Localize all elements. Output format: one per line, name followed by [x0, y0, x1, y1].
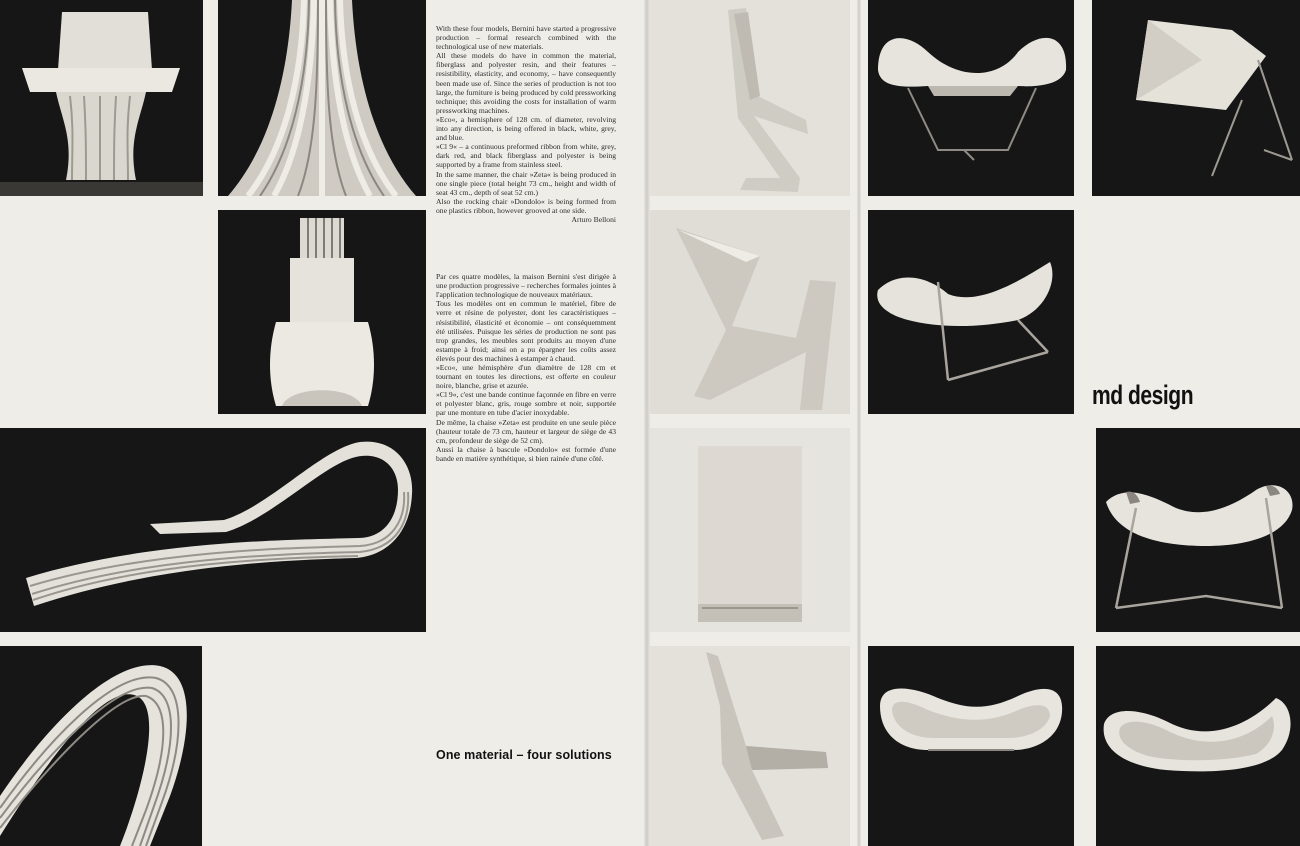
- photo-cl9-front: [868, 0, 1074, 196]
- french-paragraph: Tous les modèles ont en commun le matériel, fibre de verre et résine de polyester, dont les caractéristiques – résistibilité, élasticité et économie – ont conséquemment été utilisées. Puisque les séries de production ne sont pas trop grandes, les meubles sont produits au moyen d'une estampe à froid; ainsi on a pu épargner les coûts assez élevés pour des machines à estamper à chaud.: [436, 299, 616, 363]
- eco-chair-front-image: [0, 0, 203, 196]
- english-paragraph: »Eco«, a hemisphere of 128 cm. of diameter, revolving into any direction, is being offered in black, white, grey, and blue.: [436, 114, 616, 143]
- photo-zeta-side: [650, 0, 850, 196]
- dondolo-side-image: [0, 428, 426, 632]
- photo-cl9-front-low: [1096, 428, 1300, 632]
- article-headline: One material – four solutions: [436, 748, 612, 762]
- page-gutter: [857, 0, 861, 846]
- photo-zeta-three-quarter: [650, 646, 850, 846]
- author-signature: Arturo Belloni: [571, 214, 616, 224]
- article-text: [436, 24, 616, 463]
- photo-zeta-front-angle: [650, 210, 850, 414]
- french-paragraph: De même, la chaise »Zeta« est produite en une seule pièce (hauteur totale de 73 cm, hauteur et largeur de siège de 43 cm, profondeur de siège de 52 cm).: [436, 417, 616, 445]
- dondolo-detail-image: [0, 646, 202, 846]
- french-paragraph: »Cl 9«, c'est une bande continue façonnée en fibre en verre et polyester blanc, gris, rouge sombre et noir, supportée par une monture en tube d'acier inoxydable.: [436, 390, 616, 418]
- english-paragraph: »Cl 9« – a continuous preformed ribbon from white, grey, dark red, and black fiberglass and polyester is being supported by a frame from stainless steel.: [436, 142, 616, 170]
- photo-eco-base-closeup: [218, 0, 426, 196]
- english-paragraph: In the same manner, the chair »Zeta« is being produced in one single piece (total height 73 cm., height and width of seat 43 cm., depth of seat 52 cm.): [436, 169, 616, 197]
- zeta-three-quarter-image: [650, 646, 850, 846]
- cl9-front-low-image: [1096, 428, 1300, 632]
- french-paragraph: Aussi la chaise à bascule »Dondolo« est formée d'une bande en matière synthétique, si bien rainée d'une côté.: [436, 444, 616, 463]
- zeta-front-angle-image: [650, 210, 850, 414]
- photo-dondolo-detail: [0, 646, 202, 846]
- cl9-low-angle-image: [1096, 646, 1300, 846]
- french-paragraph: Par ces quatre modèles, la maison Bernini s'est dirigée à une production progressive – recherches formales jointes à l'application technologique de nouveaux matériaux.: [436, 272, 616, 300]
- photo-eco-chair-front: [0, 0, 203, 196]
- photo-cl9-low-front: [868, 646, 1074, 846]
- english-paragraph: Also the rocking chair »Dondolo« is being formed from one plastics ribbon, however grooved at one side.: [436, 196, 616, 215]
- cl9-top-angle-image: [1092, 0, 1300, 196]
- eco-top-view-image: [218, 210, 426, 414]
- eco-base-closeup-image: [218, 0, 426, 196]
- photo-cl9-side: [868, 210, 1074, 414]
- english-paragraph: All these models do have in common the material, fiberglass and polyester resin, and their features – resistibility, elasticity, and economy, – have consequently been made use of. Since the series of production is not too large, the furniture is being produced by cold pressworking technique; this avoiding the costs for installation of warm pressworking machines.: [436, 51, 616, 115]
- zeta-front-image: [650, 428, 850, 632]
- cl9-front-image: [868, 0, 1074, 196]
- photo-zeta-front: [650, 428, 850, 632]
- zeta-side-image: [650, 0, 850, 196]
- cl9-low-front-image: [868, 646, 1074, 846]
- french-paragraph: »Eco«, une hémisphère d'un diamètre de 128 cm et tournant en toutes les directions, est offerte en couleur noire, blanche, grise et azurée.: [436, 363, 616, 391]
- photo-cl9-low-angle: [1096, 646, 1300, 846]
- english-paragraph: With these four models, Bernini have started a progressive production – formal research combined with the technological use of new materials.: [436, 24, 616, 52]
- photo-eco-top-view: [218, 210, 426, 414]
- cl9-side-image: [868, 210, 1074, 414]
- md-design-logo: md design: [1092, 380, 1194, 410]
- photo-dondolo-side: [0, 428, 426, 632]
- photo-cl9-top-angle: [1092, 0, 1300, 196]
